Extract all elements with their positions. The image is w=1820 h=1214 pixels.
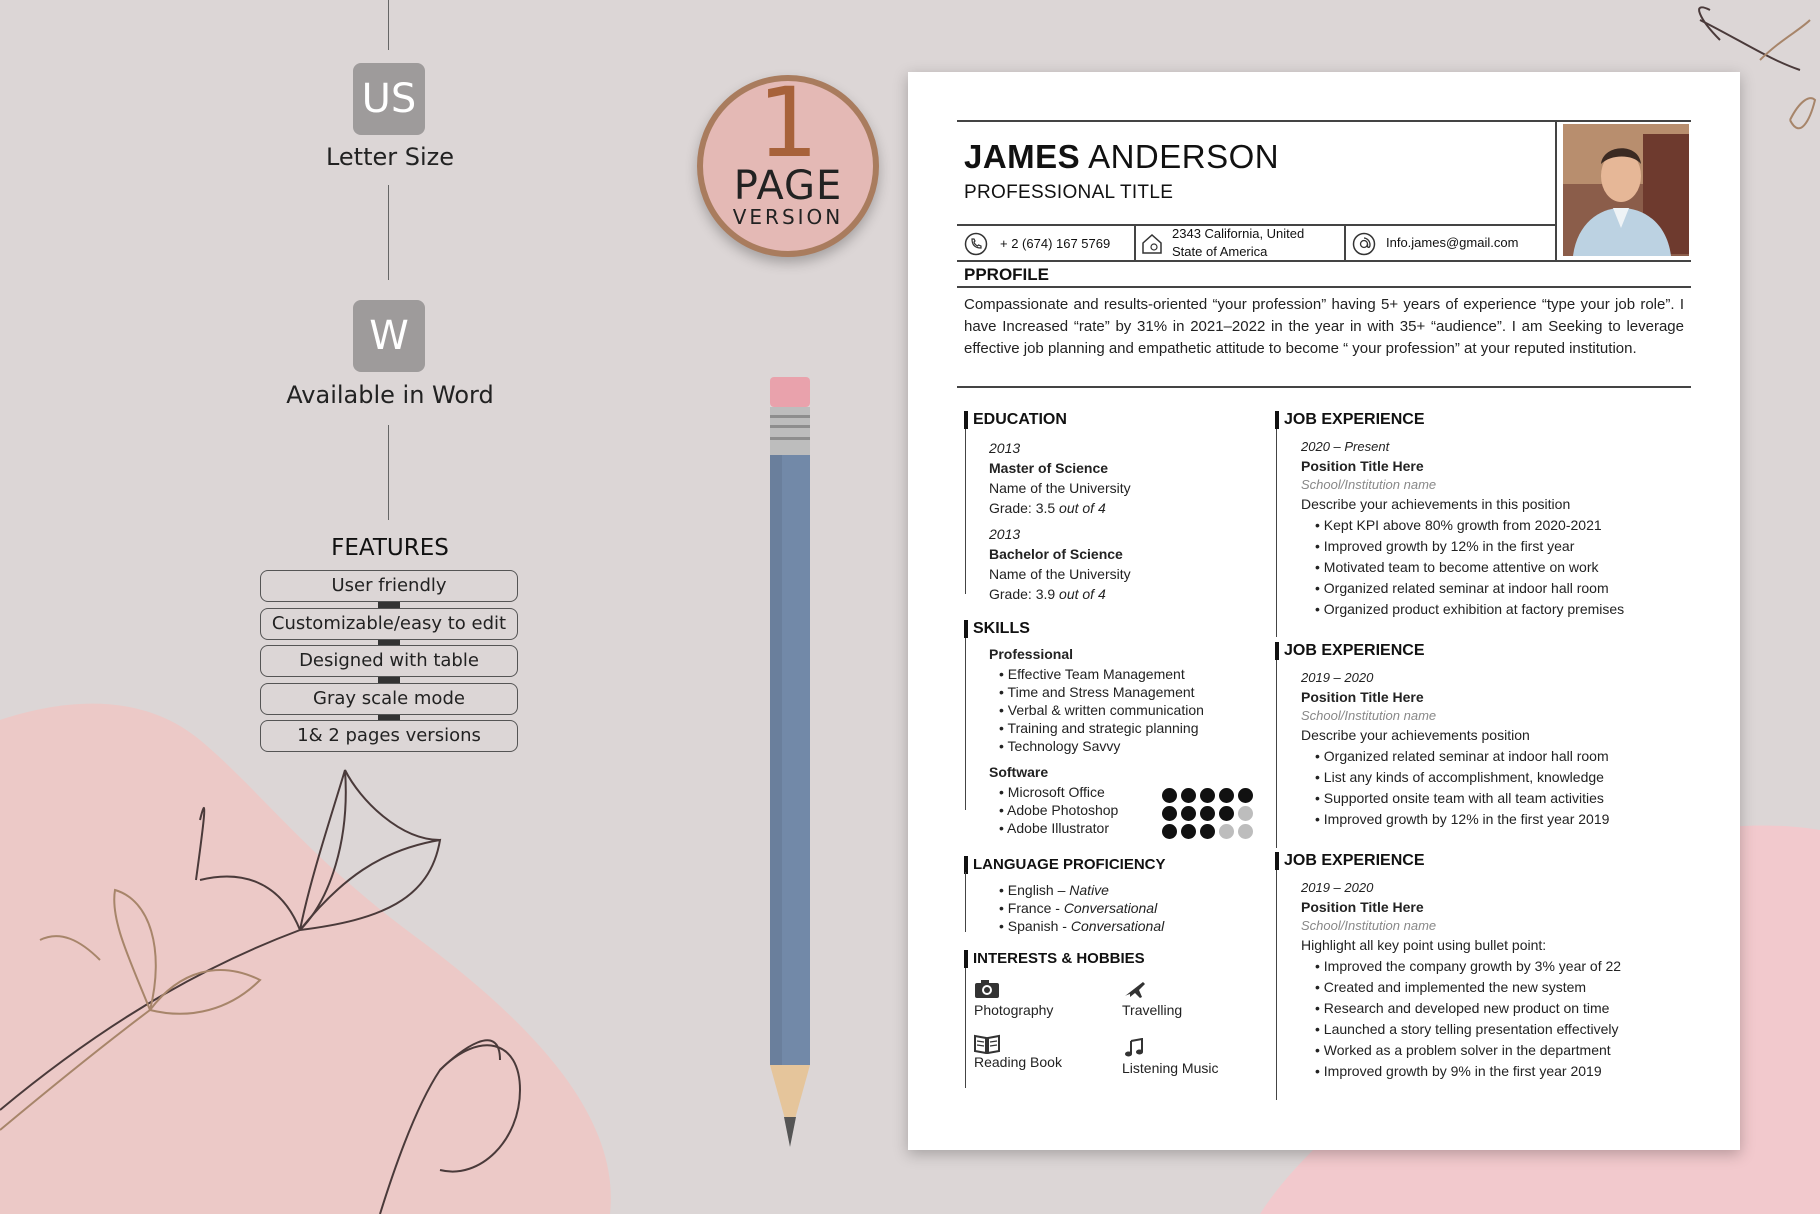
job-dates: 2020 – Present [1301,439,1390,454]
hobby-label: Travelling [1122,1002,1183,1018]
version-word: VERSION [732,205,844,229]
section-marker [964,950,968,968]
section-rule [965,968,966,1088]
education-grade: Grade: 3.9 out of 4 [989,586,1106,602]
job-intro: Highlight all key point using bullet point: [1301,937,1547,953]
profile-bottom-rule [957,386,1691,388]
section-marker [964,411,968,429]
section-rule [965,872,966,932]
contact-address-line1: 2343 California, United [1172,226,1305,241]
profile-top-rule [957,286,1691,288]
header-top-rule [957,120,1691,122]
skill-item: • Effective Team Management [999,666,1185,682]
profile-summary: Compassionate and results-oriented “your profession” having 5+ years of experience “type your job role”. I have Increased “rate” by 31% in 2021–2022 in the year in with 35+ “audience”. I am Seeking to leverage effective job planning and empathetic attitude to become “ your profession” at your reputed institution. [964,296,1684,357]
hobby-label: Listening Music [1122,1060,1219,1076]
section-marker [1275,411,1279,429]
page-version-badge [697,67,879,257]
feature-item: Gray scale mode [260,683,518,715]
profile-photo [1563,124,1689,256]
letter-size-caption: Letter Size [325,143,455,171]
page-count-number: 1 [757,67,819,179]
skill-item: • Time and Stress Management [999,684,1195,700]
pencil-illustration [769,377,811,1147]
feature-item: 1& 2 pages versions [260,720,518,752]
rating-dot [1200,788,1215,803]
language-heading: LANGUAGE PROFICIENCY [973,856,1166,873]
job-bullet: • Launched a story telling presentation effectively [1315,1021,1619,1037]
education-year: 2013 [989,526,1021,542]
hobby-label: Photography [974,1002,1054,1018]
contact-divider [1134,224,1136,260]
rating-dot [1200,824,1215,839]
education-grade: Grade: 3.5 out of 4 [989,500,1106,516]
page-word: PAGE [733,163,843,209]
education-school: Name of the University [989,566,1131,582]
word-badge: W [353,300,425,372]
rating-dot [1181,788,1196,803]
job-school: School/Institution name [1301,477,1437,492]
rating-dot [1162,788,1177,803]
section-marker [1275,642,1279,660]
job-bullet: • Organized related seminar at indoor hall room [1315,580,1609,596]
interests-heading: INTERESTS & HOBBIES [973,950,1145,967]
job-bullet: • Improved growth by 12% in the first year 2019 [1315,811,1609,827]
section-marker [1275,852,1279,870]
job-heading: JOB EXPERIENCE [1284,411,1425,428]
available-in-word-caption: Available in Word [286,381,494,409]
phone-icon [964,232,988,256]
rating-dot [1238,788,1253,803]
candidate-name: JAMES ANDERSON [964,138,1280,175]
section-rule [1276,870,1277,1100]
connector-line [388,0,389,50]
skill-item: • Training and strategic planning [999,720,1198,736]
profile-heading: PPROFILE [964,265,1050,284]
job-position: Position Title Here [1301,458,1424,474]
job-dates: 2019 – 2020 [1301,670,1374,685]
resume-page [908,72,1740,1150]
skill-item: • Verbal & written communication [999,702,1204,718]
features-title: FEATURES [331,535,449,561]
job-bullet: • Worked as a problem solver in the department [1315,1042,1611,1058]
job-bullet: • Supported onsite team with all team activities [1315,790,1604,806]
section-marker [964,620,968,638]
education-year: 2013 [989,440,1021,456]
skill-item: • Technology Savvy [999,738,1120,754]
feature-item: User friendly [260,570,518,602]
rating-dot [1181,806,1196,821]
job-bullet: • Research and developed new product on time [1315,1000,1609,1016]
camera-icon [974,979,1000,999]
rating-dot [1219,788,1234,803]
feature-item: Designed with table [260,645,518,677]
job-intro: Describe your achievements position [1301,727,1530,743]
job-bullet: • Kept KPI above 80% growth from 2020-2021 [1315,517,1602,533]
connector-line [388,425,389,520]
job-position: Position Title Here [1301,689,1424,705]
job-heading: JOB EXPERIENCE [1284,642,1425,659]
music-note-icon [1122,1038,1148,1058]
education-degree: Bachelor of Science [989,546,1123,562]
section-rule [965,638,966,810]
skills-professional-label: Professional [989,646,1074,662]
book-icon [974,1034,1000,1054]
job-bullet: • List any kinds of accomplishment, knowledge [1315,769,1604,785]
language-item: • Spanish - Conversational [999,918,1164,934]
job-school: School/Institution name [1301,918,1437,933]
job-bullet: • Created and implemented the new system [1315,979,1586,995]
feature-item: Customizable/easy to edit [260,608,518,640]
rating-dot [1219,806,1234,821]
section-rule [965,429,966,594]
job-bullet: • Improved growth by 12% in the first year [1315,538,1574,554]
job-heading: JOB EXPERIENCE [1284,852,1425,869]
education-school: Name of the University [989,480,1131,496]
education-degree: Master of Science [989,460,1109,476]
hobby-label: Reading Book [974,1054,1062,1070]
connector-line [388,185,389,280]
rating-dot [1238,806,1253,821]
contact-phone: + 2 (674) 167 5769 [1000,236,1111,251]
contact-address-line2: State of America [1172,244,1268,259]
job-school: School/Institution name [1301,708,1437,723]
job-bullet: • Organized related seminar at indoor hall room [1315,748,1609,764]
job-bullet: • Organized product exhibition at factory premises [1315,601,1624,617]
rating-dot [1181,824,1196,839]
skills-heading: SKILLS [973,620,1030,637]
language-item: • France - Conversational [999,900,1157,916]
rating-dot [1219,824,1234,839]
section-rule [1276,660,1277,848]
education-heading: EDUCATION [973,411,1067,428]
job-bullet: • Improved the company growth by 3% year of 22 [1315,958,1621,974]
us-letter-badge: US [353,63,425,135]
email-at-icon [1352,232,1376,256]
section-rule [1276,429,1277,637]
job-intro: Describe your achievements in this position [1301,496,1571,512]
left-features-panel [200,0,580,780]
contact-divider [1344,224,1346,260]
home-location-icon [1140,232,1164,256]
pink-blob-left [0,704,611,1214]
software-item: • Adobe Illustrator [999,820,1109,836]
photo-divider [1555,120,1557,260]
rating-dot [1162,806,1177,821]
airplane-icon [1122,979,1148,999]
job-bullet: • Improved growth by 9% in the first year 2019 [1315,1063,1602,1079]
rating-dot [1200,806,1215,821]
language-item: • English – Native [999,882,1109,898]
contact-bottom-rule [957,260,1691,262]
software-item: • Microsoft Office [999,784,1105,800]
job-position: Position Title Here [1301,899,1424,915]
software-item: • Adobe Photoshop [999,802,1118,818]
rating-dot [1238,824,1253,839]
contact-email: Info.james@gmail.com [1386,235,1519,250]
job-dates: 2019 – 2020 [1301,880,1374,895]
rating-dot [1162,824,1177,839]
job-bullet: • Motivated team to become attentive on work [1315,559,1599,575]
professional-title: PROFESSIONAL TITLE [964,182,1174,203]
skills-software-label: Software [989,764,1049,780]
